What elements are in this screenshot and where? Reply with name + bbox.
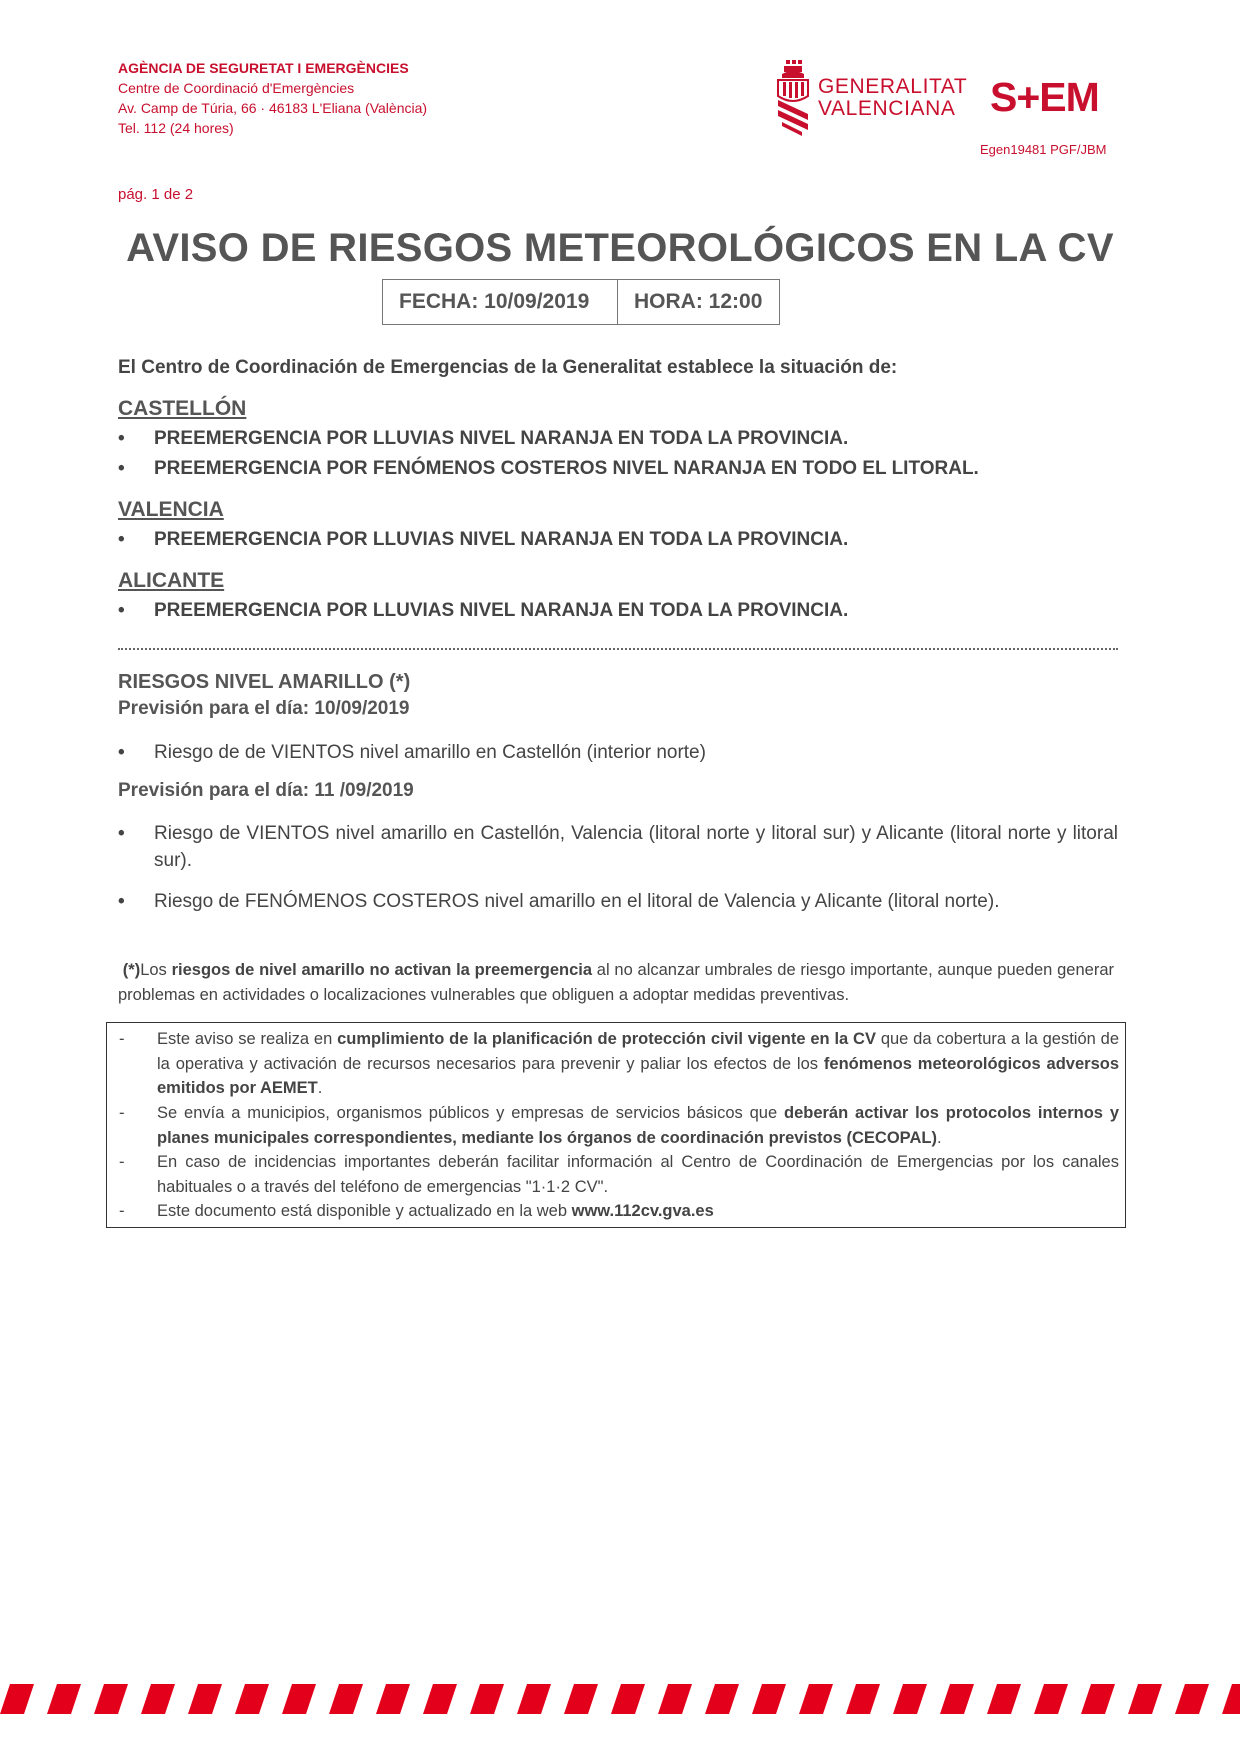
info-text: . — [317, 1079, 323, 1097]
intro-text: El Centro de Coordinación de Emergencias de la Generalitat establece la situación de: — [118, 357, 898, 378]
generalitat-line2: VALENCIANA — [818, 97, 956, 120]
note-text-pre: Los — [140, 961, 172, 979]
sem-logo: S+EM — [990, 74, 1099, 120]
info-text: que da cobertura a la gestión de la operativa y activación de recursos necesarios para prevenir y paliar los efectos de los — [157, 1030, 1119, 1073]
document-title: AVISO DE RIESGOS METEOROLÓGICOS EN LA CV — [126, 226, 1114, 270]
info-text-bold: deberán activar los protocolos internos y planes municipales correspondientes, mediante los órganos de coordinación previstos (CECOPAL) — [157, 1104, 1120, 1147]
agency-header — [118, 58, 427, 138]
note-text-bold: riesgos de nivel amarillo no activan la preemergencia — [171, 961, 593, 979]
info-text: Se envía a municipios, organismos públicos y empresas de servicios básicos que — [157, 1104, 784, 1122]
footer-stripe — [235, 1684, 269, 1714]
yellow-level-note — [118, 958, 1114, 1008]
bullet-icon: • — [118, 428, 125, 449]
footer-stripe — [752, 1684, 786, 1714]
footer-stripe — [799, 1684, 833, 1714]
bullet-icon: • — [118, 823, 125, 844]
info-item-text: En caso de incidencias importantes deberán facilitar información al Centro de Coordinación de Emergencias por los canales habituales o a través del teléfono de emergencias "1·1·2 CV". — [157, 1153, 1119, 1196]
dash-marker: - — [119, 1104, 125, 1122]
footer-stripe — [329, 1684, 363, 1714]
footer-stripe — [564, 1684, 598, 1714]
dotted-separator — [118, 648, 1118, 650]
footer-stripe — [282, 1684, 316, 1714]
footer-stripe — [94, 1684, 128, 1714]
info-text-bold: cumplimiento de la planificación de protección civil vigente en la CV — [337, 1030, 876, 1048]
province-heading-valencia: VALENCIA — [118, 498, 224, 521]
info-item-text — [157, 1199, 1119, 1224]
footer-stripe — [846, 1684, 880, 1714]
footer-stripe — [611, 1684, 645, 1714]
footer-stripe — [940, 1684, 974, 1714]
info-box — [106, 1022, 1126, 1228]
footer-stripe — [470, 1684, 504, 1714]
generalitat-wordmark — [818, 76, 967, 120]
list-item-text: Riesgo de VIENTOS nivel amarillo en Castellón, Valencia (litoral norte y litoral sur) y Alicante (litoral norte y litoral sur). — [154, 823, 1118, 871]
bullet-icon: • — [118, 891, 125, 912]
time-field: HORA: 12:00 — [634, 290, 763, 313]
footer-stripe — [658, 1684, 692, 1714]
info-text: Este documento está disponible y actualizado en la web — [157, 1202, 572, 1220]
province-heading-castellon: CASTELLÓN — [118, 397, 247, 420]
list-item-text: Riesgo de de VIENTOS nivel amarillo en Castellón (interior norte) — [154, 742, 706, 763]
footer-stripe — [376, 1684, 410, 1714]
footer-stripe — [1128, 1684, 1162, 1714]
generalitat-logo — [776, 60, 968, 140]
agency-phone: Tel. 112 (24 hores) — [118, 120, 234, 136]
generalitat-line1: GENERALITAT — [818, 75, 968, 98]
info-text-bold: fenómenos meteorológicos adversos emitidos por AEMET — [157, 1054, 1120, 1097]
generalitat-shield-icon — [776, 60, 810, 136]
bullet-icon: • — [118, 600, 125, 621]
note-text-post: al no alcanzar umbrales de riesgo importante, aunque pueden generar problemas en actividades o localizaciones vulnerables que obliguen a adoptar medidas preventivas. — [118, 961, 1115, 1004]
agency-name: AGÈNCIA DE SEGURETAT I EMERGÈNCIES — [118, 60, 409, 76]
date-time-box — [382, 279, 780, 325]
footer-stripe — [1175, 1684, 1209, 1714]
dash-marker: - — [119, 1202, 125, 1220]
yellow-level-heading: RIESGOS NIVEL AMARILLO (*) — [118, 671, 411, 693]
note-marker: (*) — [122, 961, 141, 979]
footer-stripe — [1222, 1684, 1240, 1714]
list-item-text: PREEMERGENCIA POR LLUVIAS NIVEL NARANJA EN TODA LA PROVINCIA. — [154, 529, 849, 550]
footer-stripe — [188, 1684, 222, 1714]
website-link[interactable]: www.112cv.gva.es — [571, 1202, 714, 1220]
agency-center: Centre de Coordinació d'Emergències — [118, 80, 355, 96]
info-item-text — [157, 1101, 1119, 1150]
reference-code: Egen19481 PGF/JBM — [980, 142, 1107, 157]
forecast-day2-label: Previsión para el día: 11 /09/2019 — [118, 780, 414, 801]
dash-marker: - — [119, 1153, 125, 1171]
info-text: . — [936, 1128, 942, 1147]
info-item-text — [157, 1027, 1119, 1101]
date-field: FECHA: 10/09/2019 — [383, 280, 618, 324]
dash-marker: - — [119, 1030, 125, 1048]
footer-stripe — [705, 1684, 739, 1714]
agency-address: Av. Camp de Túria, 66 · 46183 L'Eliana (València) — [118, 100, 428, 116]
forecast-day1-label: Previsión para el día: 10/09/2019 — [118, 698, 410, 719]
province-heading-alicante: ALICANTE — [118, 569, 225, 592]
list-item-text: PREEMERGENCIA POR FENÓMENOS COSTEROS NIVEL NARANJA EN TODO EL LITORAL. — [154, 458, 979, 479]
footer-stripe — [893, 1684, 927, 1714]
footer-stripe — [141, 1684, 175, 1714]
list-item-text: Riesgo de FENÓMENOS COSTEROS nivel amarillo en el litoral de Valencia y Alicante (litoral norte). — [154, 891, 1000, 912]
footer-stripe — [1034, 1684, 1068, 1714]
footer-stripe — [517, 1684, 551, 1714]
footer-stripe — [423, 1684, 457, 1714]
footer-stripe-band — [0, 1684, 1240, 1714]
footer-stripe — [1081, 1684, 1115, 1714]
page-number: pág. 1 de 2 — [118, 186, 194, 203]
info-text: Este aviso se realiza en — [157, 1030, 338, 1048]
list-item-text: PREEMERGENCIA POR LLUVIAS NIVEL NARANJA EN TODA LA PROVINCIA. — [154, 600, 849, 621]
bullet-icon: • — [118, 458, 125, 479]
footer-stripe — [47, 1684, 81, 1714]
bullet-icon: • — [118, 742, 125, 763]
list-item-text: PREEMERGENCIA POR LLUVIAS NIVEL NARANJA EN TODA LA PROVINCIA. — [154, 428, 849, 449]
bullet-icon: • — [118, 529, 125, 550]
footer-stripe — [987, 1684, 1021, 1714]
footer-stripe — [0, 1684, 34, 1714]
